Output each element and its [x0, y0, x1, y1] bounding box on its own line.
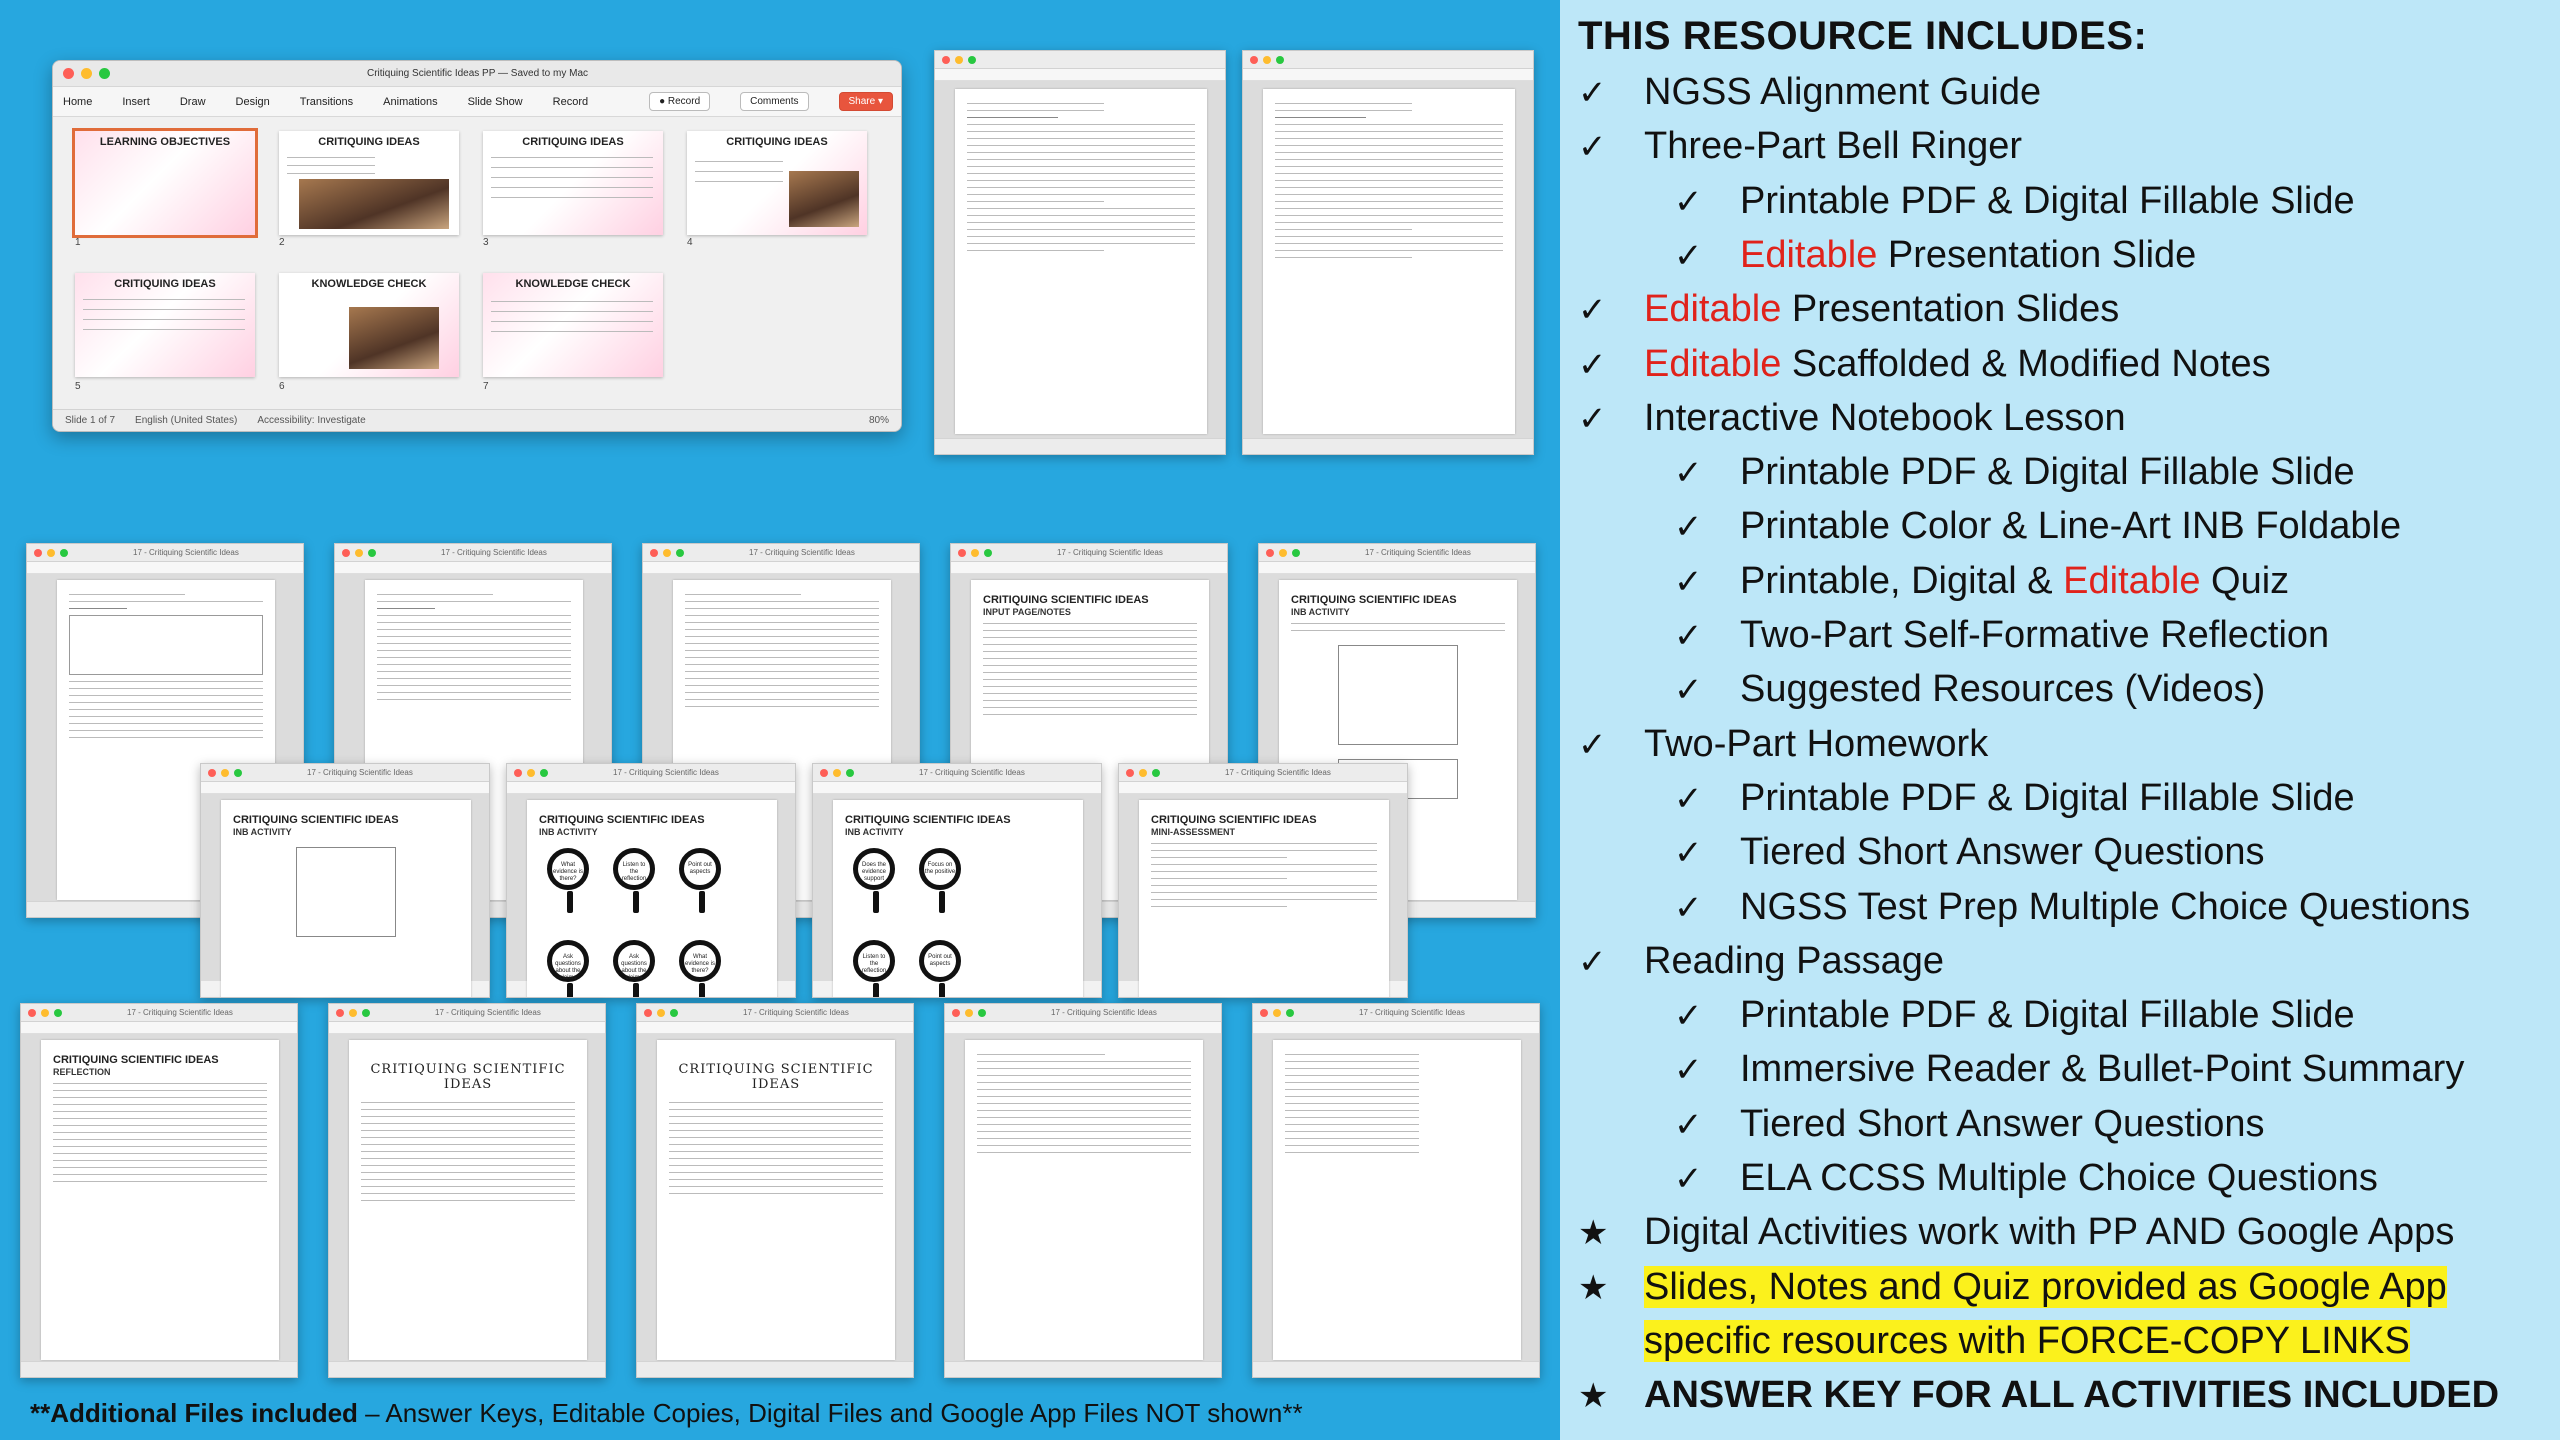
magnifier-card: What evidence is there?: [679, 940, 721, 982]
ppt-status-bar: [53, 409, 901, 431]
magnifier-card: Listen to the reflection: [613, 848, 655, 890]
star-icon: ★: [1578, 1214, 1609, 1253]
tab-record[interactable]: Record: [552, 95, 589, 108]
star-icon: ★: [1578, 1268, 1609, 1307]
zoom-level[interactable]: 80%: [868, 415, 889, 426]
includes-item: [1578, 392, 2126, 444]
includes-item-text: Editable: [1644, 342, 1782, 385]
includes-item-text: Scaffolded & Modified Notes: [1781, 342, 2271, 385]
checkmark-icon: ✓: [1674, 671, 1703, 710]
includes-item: [1674, 175, 2355, 227]
includes-item-text: Immersive Reader & Bullet-Point Summary: [1740, 1048, 2465, 1091]
slide-thumbnail-4[interactable]: CRITIQUING IDEAS: [687, 131, 867, 235]
ppt-document-title: Critiquing Scientific Ideas PP — Saved to my Mac: [367, 68, 589, 79]
checkmark-icon: ✓: [1674, 997, 1703, 1036]
slide-thumbnail-6[interactable]: KNOWLEDGE CHECK: [279, 273, 459, 377]
includes-item: [1578, 1315, 2410, 1367]
doc-window-row2-3: 17 - Critiquing Scientific Ideas: [642, 543, 920, 918]
minimize-window-icon[interactable]: [81, 68, 92, 79]
slide-sorter: LEARNING OBJECTIVES 1 CRITIQUING IDEAS 2 CRITIQUING IDEAS 3 CRITIQUING IDEAS 4 CRITIQUING IDEAS 5 KNOWLEDGE CHECK 6 KNOWLEDGE CHECK 7: [67, 127, 887, 405]
magnifier-card: Ask questions about the claims: [613, 940, 655, 982]
includes-item-text: NGSS Test Prep Multiple Choice Questions: [1740, 885, 2471, 928]
magnifier-card: Listen to the reflection: [853, 940, 895, 982]
language-status: English (United States): [135, 415, 238, 426]
tab-insert[interactable]: Insert: [122, 95, 150, 108]
slide-count: Slide 1 of 7: [65, 415, 116, 426]
doc-window-magnifier-2: 17 - Critiquing Scientific Ideas CRITIQUING SCIENTIFIC IDEAS INB ACTIVITY Does the evidence support Focus on the positive Listen to the reflection Point out aspects: [812, 763, 1102, 998]
includes-item: [1578, 338, 2271, 390]
comments-button[interactable]: Comments: [740, 92, 808, 111]
doc-window-row2-1: 17 - Critiquing Scientific Ideas: [26, 543, 304, 918]
slide-thumbnail-7[interactable]: KNOWLEDGE CHECK: [483, 273, 663, 377]
checkmark-icon: ✓: [1674, 1160, 1703, 1198]
includes-item-text: Presentation Slide: [1877, 233, 2197, 276]
checkmark-icon: ✓: [1674, 617, 1703, 655]
checkmark-icon: ✓: [1578, 291, 1607, 330]
doc-window-magnifier-1: 17 - Critiquing Scientific Ideas CRITIQUING SCIENTIFIC IDEAS INB ACTIVITY What evidence is there? Listen to the reflection Point out aspects Ask questions about the claims Ask questions about the claims What evidence is there?: [506, 763, 796, 998]
includes-item-text: specific resources with FORCE-COPY LINKS: [1644, 1319, 2410, 1362]
additional-files-caption: **Additional Files included – Answer Keys, Editable Copies, Digital Files and Google App Files NOT shown**: [30, 1398, 1303, 1428]
includes-item: [1674, 1152, 2378, 1204]
includes-item: [1674, 881, 2470, 933]
ppt-titlebar: [53, 61, 901, 87]
includes-item-text: ANSWER KEY FOR ALL ACTIVITIES INCLUDED: [1644, 1374, 2500, 1417]
tab-draw[interactable]: Draw: [179, 95, 206, 108]
checkmark-icon: ✓: [1578, 74, 1607, 112]
includes-item: [1578, 718, 1988, 770]
includes-item-text: Printable Color & Line-Art INB Foldable: [1740, 505, 2402, 548]
includes-item: [1578, 120, 2022, 172]
magnifier-card: Ask questions about the claims: [547, 940, 589, 982]
record-button[interactable]: ● Record: [649, 92, 710, 111]
includes-item-text: Slides, Notes and Quiz provided as Google App: [1644, 1265, 2447, 1308]
includes-item-text: Suggested Resources (Videos): [1740, 668, 2266, 711]
magnifier-card: Focus on the positive: [919, 848, 961, 890]
resource-includes-panel: [1560, 0, 2560, 1440]
powerpoint-window: [52, 60, 902, 432]
doc-window-inb: 17 - Critiquing Scientific Ideas CRITIQUING SCIENTIFIC IDEAS INB ACTIVITY: [1258, 543, 1536, 918]
star-icon: ★: [1578, 1377, 1609, 1416]
tab-home[interactable]: Home: [63, 95, 93, 108]
panel-title: THIS RESOURCE INCLUDES:: [1578, 14, 2148, 58]
checkmark-icon: ✓: [1578, 942, 1607, 981]
checkmark-icon: ✓: [1674, 508, 1703, 547]
slide-thumbnail-5[interactable]: CRITIQUING IDEAS: [75, 273, 255, 377]
magnifier-card: Point out aspects: [919, 940, 961, 982]
includes-item-text: Quiz: [2200, 559, 2290, 602]
includes-item: [1674, 989, 2355, 1041]
includes-item: [1674, 1098, 2265, 1150]
includes-item-text: Printable, Digital &: [1740, 559, 2064, 602]
word-window-bellringer-1: [934, 50, 1226, 455]
includes-item-text: Printable PDF & Digital Fillable Slide: [1740, 179, 2355, 222]
checkmark-icon: ✓: [1674, 562, 1703, 601]
includes-item: [1578, 1206, 2454, 1258]
tab-transitions[interactable]: Transitions: [299, 95, 354, 108]
notes-page-subtitle: INPUT PAGE/NOTES: [983, 607, 1071, 617]
magnifier-card: Point out aspects: [679, 848, 721, 890]
doc-window-reading-summary: 17 - Critiquing Scientific Ideas CRITIQUING SCIENTIFIC IDEAS: [636, 1003, 914, 1378]
zoom-window-icon[interactable]: [99, 68, 110, 79]
doc-window-mini-assessment: 17 - Critiquing Scientific Ideas CRITIQUING SCIENTIFIC IDEAS MINI-ASSESSMENT: [1118, 763, 1408, 998]
includes-item: [1578, 1261, 2447, 1313]
checkmark-icon: ✓: [1674, 888, 1703, 927]
doc-window-notes: 17 - Critiquing Scientific Ideas CRITIQUING SCIENTIFIC IDEAS INPUT PAGE/NOTES: [950, 543, 1228, 918]
checkmark-icon: ✓: [1674, 236, 1703, 275]
slide-thumbnail-3[interactable]: CRITIQUING IDEAS: [483, 131, 663, 235]
includes-item-text: Interactive Notebook Lesson: [1644, 396, 2126, 439]
includes-item: [1674, 609, 2329, 661]
doc-window-row2-2: 17 - Critiquing Scientific Ideas: [334, 543, 612, 918]
checkmark-icon: ✓: [1578, 128, 1607, 167]
includes-item-text: Editable: [1740, 233, 1878, 276]
includes-item-text: Tiered Short Answer Questions: [1740, 1102, 2265, 1145]
includes-item: [1674, 663, 2265, 715]
checkmark-icon: ✓: [1674, 779, 1703, 818]
slide-thumbnail-1[interactable]: LEARNING OBJECTIVES: [75, 131, 255, 235]
magnifier-card: Does the evidence support: [853, 848, 895, 890]
includes-item: [1674, 500, 2401, 552]
includes-item: [1674, 772, 2355, 824]
includes-item-text: Tiered Short Answer Questions: [1740, 831, 2265, 874]
checkmark-icon: ✓: [1674, 1105, 1703, 1144]
doc-window-multiple-choice: 17 - Critiquing Scientific Ideas: [1252, 1003, 1540, 1378]
includes-item-text: Two-Part Self-Formative Reflection: [1740, 614, 2330, 656]
includes-item-text: Two-Part Homework: [1644, 722, 1989, 765]
tab-design[interactable]: Design: [235, 95, 270, 108]
tab-animations[interactable]: Animations: [383, 95, 438, 108]
slide-thumbnail-2[interactable]: CRITIQUING IDEAS: [279, 131, 459, 235]
includes-item-text: Presentation Slides: [1781, 288, 2120, 331]
includes-item: [1578, 1369, 2499, 1421]
includes-item-text: Printable PDF & Digital Fillable Slide: [1740, 451, 2355, 494]
includes-item: [1674, 1043, 2464, 1095]
ppt-ribbon-tabs: [53, 87, 901, 117]
checkmark-icon: ✓: [1578, 345, 1607, 384]
checkmark-icon: ✓: [1674, 1051, 1703, 1090]
includes-item-text: Printable PDF & Digital Fillable Slide: [1740, 994, 2355, 1037]
doc-window-reflection: 17 - Critiquing Scientific Ideas CRITIQUING SCIENTIFIC IDEAS REFLECTION: [20, 1003, 298, 1378]
includes-item-text: Printable PDF & Digital Fillable Slide: [1740, 776, 2355, 819]
includes-item-text: Three-Part Bell Ringer: [1644, 125, 2023, 168]
includes-item-text: Digital Activities work with PP AND Google Apps: [1644, 1211, 2455, 1254]
includes-item: [1674, 446, 2355, 498]
checkmark-icon: ✓: [1674, 454, 1703, 493]
includes-item: [1674, 555, 2289, 607]
includes-item: [1578, 935, 1944, 987]
includes-item-text: Editable: [1644, 288, 1782, 331]
notes-page-title: CRITIQUING SCIENTIFIC IDEAS: [983, 594, 1149, 606]
doc-window-reading-passage: 17 - Critiquing Scientific Ideas CRITIQUING SCIENTIFIC IDEAS: [328, 1003, 606, 1378]
includes-item-text: ELA CCSS Multiple Choice Questions: [1740, 1157, 2378, 1199]
includes-item-text: Editable: [2063, 559, 2201, 602]
doc-window-short-answer: 17 - Critiquing Scientific Ideas: [944, 1003, 1222, 1378]
checkmark-icon: ✓: [1674, 182, 1703, 221]
share-button[interactable]: Share ▾: [839, 92, 894, 111]
reading-passage-heading: CRITIQUING SCIENTIFIC IDEAS: [370, 1062, 566, 1092]
includes-item-text: Reading Passage: [1644, 939, 1944, 982]
includes-item: [1674, 826, 2265, 878]
doc-window-inb-foldable: 17 - Critiquing Scientific Ideas CRITIQUING SCIENTIFIC IDEAS INB ACTIVITY: [200, 763, 490, 998]
checkmark-icon: ✓: [1578, 399, 1607, 438]
checkmark-icon: ✓: [1578, 725, 1607, 764]
tab-slide-show[interactable]: Slide Show: [467, 95, 523, 108]
checkmark-icon: ✓: [1674, 834, 1703, 873]
includes-item-text: NGSS Alignment Guide: [1644, 71, 2042, 113]
includes-item: [1674, 229, 2196, 281]
includes-item: [1578, 66, 2041, 118]
close-window-icon[interactable]: [63, 68, 74, 79]
word-window-bellringer-2: [1242, 50, 1534, 455]
accessibility-status[interactable]: Accessibility: Investigate: [257, 415, 366, 426]
magnifier-card: What evidence is there?: [547, 848, 589, 890]
includes-item: [1578, 283, 2119, 335]
